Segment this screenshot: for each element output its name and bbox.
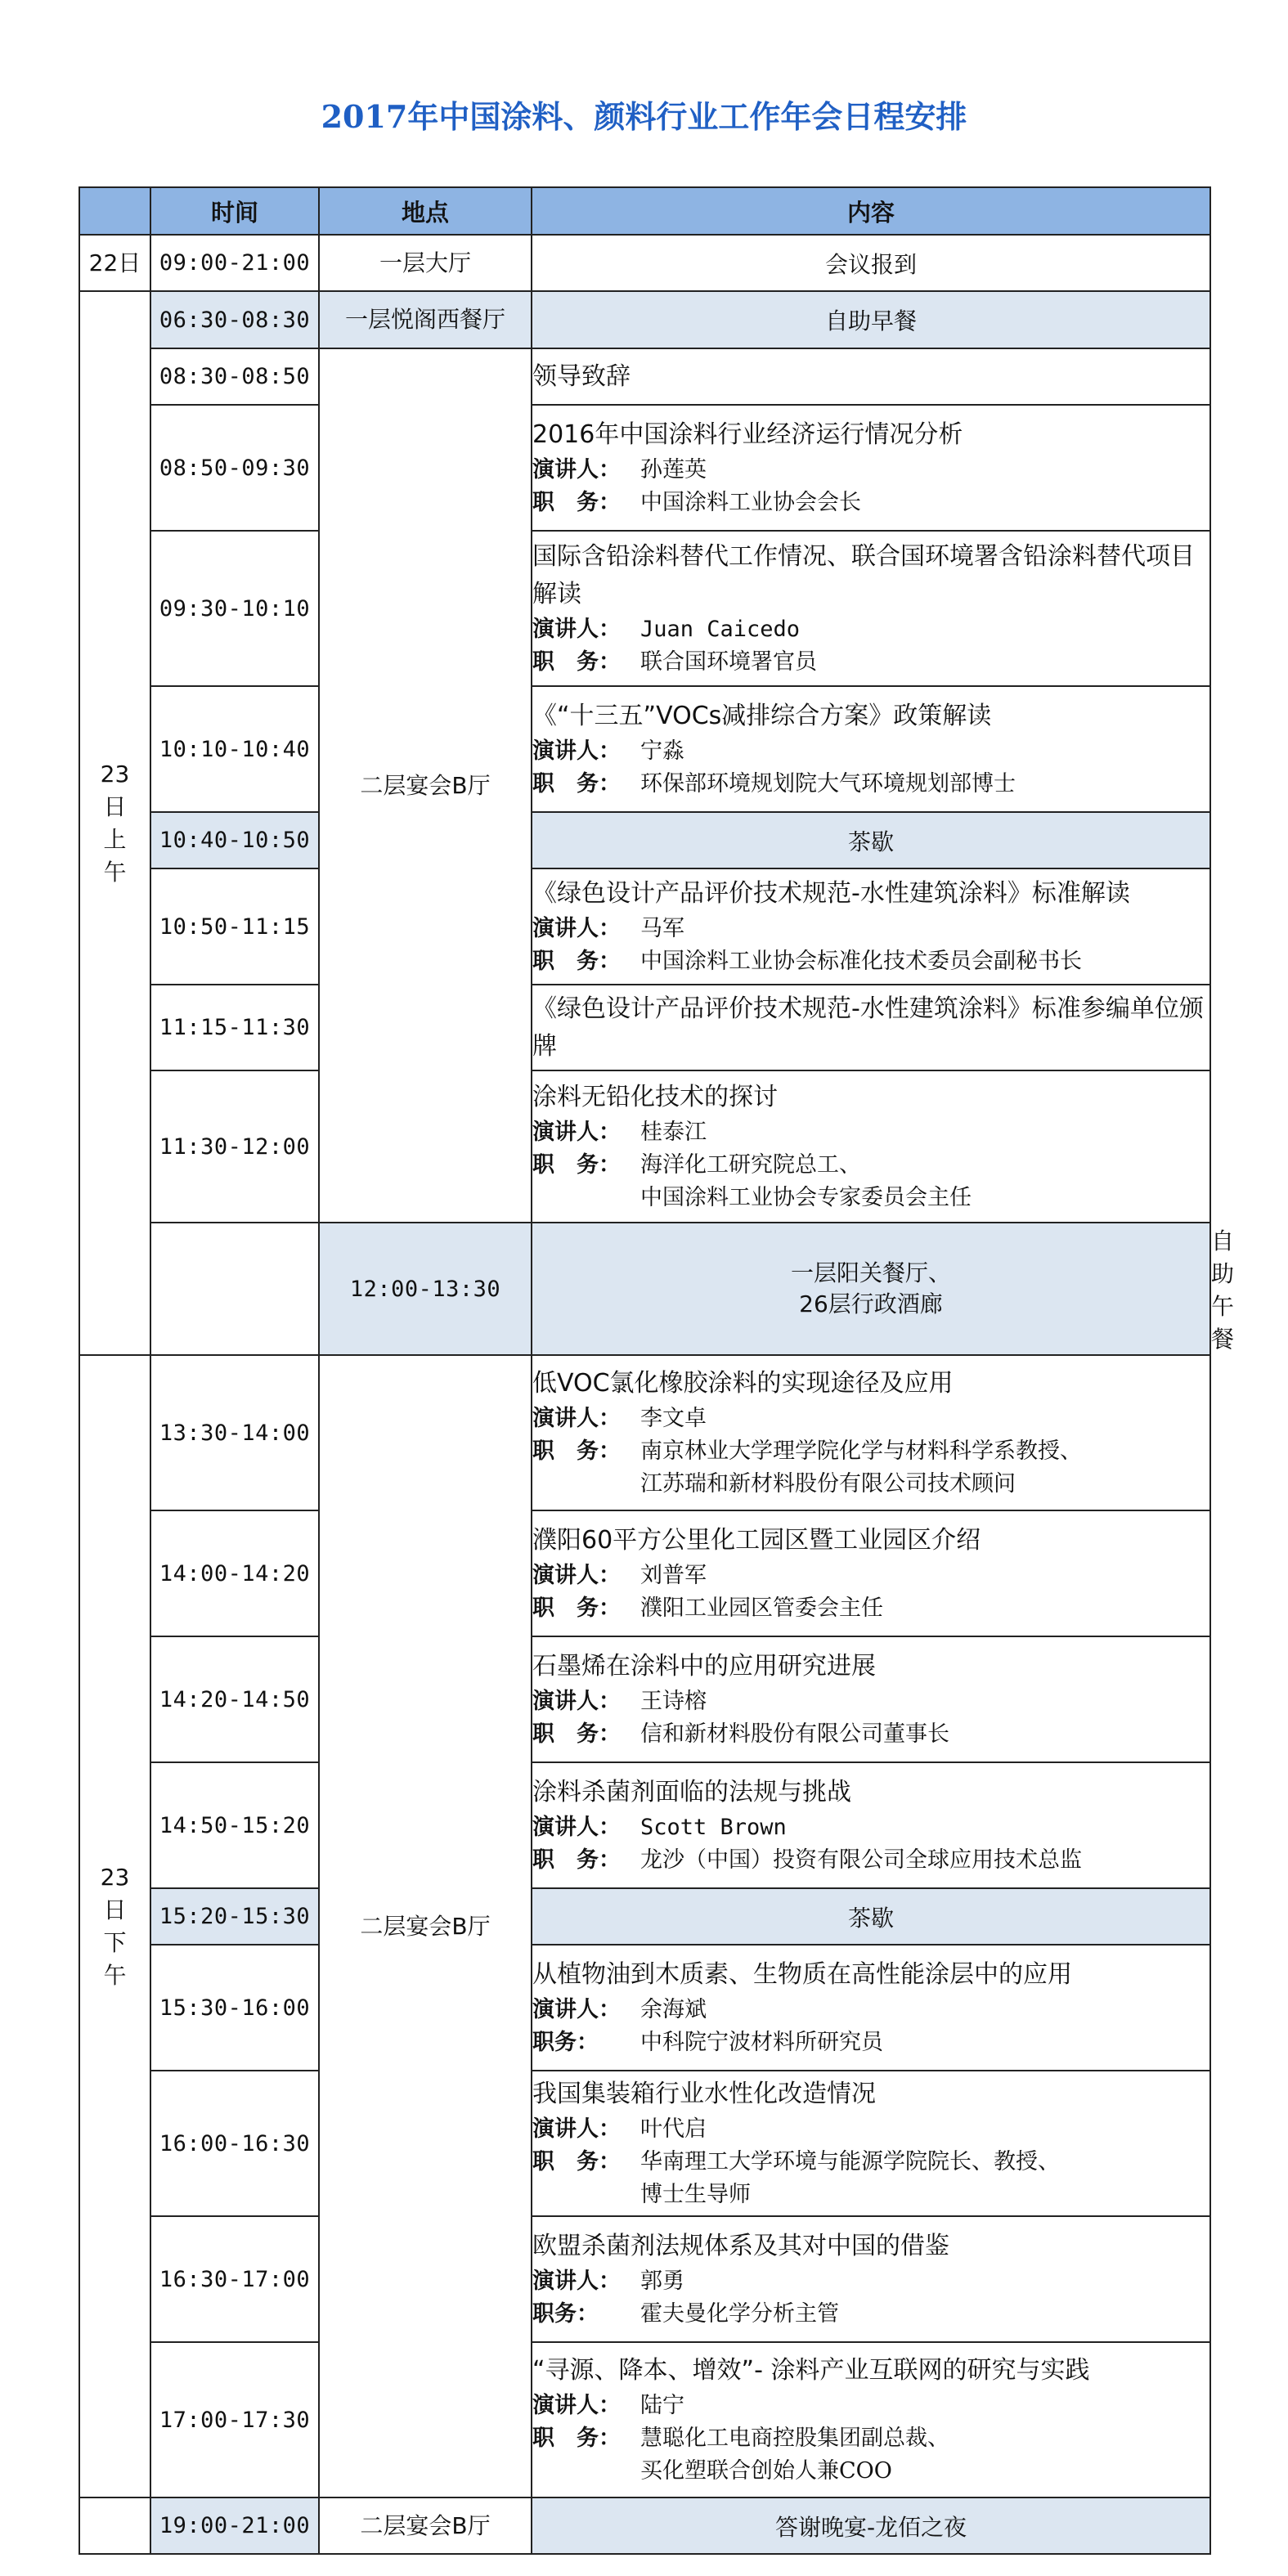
content-cell: 自助早餐 xyxy=(532,291,1210,348)
position-label: 职 务： xyxy=(532,490,621,515)
time-cell: 17:00-17:30 xyxy=(150,2342,319,2497)
time-cell: 11:30-12:00 xyxy=(150,1070,319,1223)
content-cell: 答谢晚宴-龙佰之夜 xyxy=(532,2497,1210,2554)
content-cell: 会议报到 xyxy=(532,235,1210,291)
speaker-name: 郭勇 xyxy=(640,2269,684,2294)
schedule-table xyxy=(79,186,1235,2555)
table-row xyxy=(79,2071,1210,2216)
speaker-label: 演讲人： xyxy=(532,1406,621,1431)
content-cell xyxy=(532,985,1210,1070)
table-row xyxy=(79,1510,1210,1636)
table-row: 12:00-13:30 一层阳关餐厅、26层行政酒廊 自助午餐 xyxy=(79,1223,1210,1355)
speaker-name: 刘普军 xyxy=(640,1563,707,1588)
content-cell xyxy=(532,2071,1210,2216)
content-cell: 茶歇 xyxy=(532,812,1210,868)
speaker-position: 联合国环境署官员 xyxy=(640,649,817,675)
content-cell xyxy=(532,1945,1210,2071)
speaker-name: 马军 xyxy=(640,916,684,941)
content-cell xyxy=(532,868,1210,985)
speaker-label: 演讲人： xyxy=(532,1120,621,1145)
table-row xyxy=(79,812,1210,868)
table-row xyxy=(79,868,1210,985)
speaker-position-2: 中国涂料工业协会专家委员会主任 xyxy=(640,1185,972,1210)
content-cell xyxy=(532,1762,1210,1888)
topic: 国际含铅涂料替代工作情况、联合国环境署含铅涂料替代项目解读 xyxy=(532,542,1195,608)
speaker-name: 余海斌 xyxy=(640,1997,707,2022)
speaker-label: 演讲人： xyxy=(532,2393,621,2418)
location-text: 一层阳关餐厅、26层行政酒廊 xyxy=(790,1259,951,1317)
speaker-label: 演讲人： xyxy=(532,617,621,642)
speaker-position: 濮阳工业园区管委会主任 xyxy=(640,1595,883,1621)
speaker-label: 演讲人： xyxy=(532,2269,621,2294)
date-cell xyxy=(79,1355,150,2497)
date-cell xyxy=(150,1223,319,1355)
location-cell: 二层宴会B厅 xyxy=(319,348,532,1223)
position-label: 职 务： xyxy=(532,2426,621,2451)
speaker-label: 演讲人： xyxy=(532,2116,621,2142)
speaker-position: 海洋化工研究院总工、 xyxy=(640,1152,861,1178)
speaker-name: 叶代启 xyxy=(640,2116,707,2142)
table-row xyxy=(79,686,1210,812)
table-row xyxy=(79,1070,1210,1223)
speaker-name: Scott Brown xyxy=(640,1815,787,1840)
table-row xyxy=(79,348,1210,405)
time-cell: 10:40-10:50 xyxy=(150,812,319,868)
table-row xyxy=(79,985,1210,1070)
speaker-position: 华南理工大学环境与能源学院院长、教授、 xyxy=(640,2149,1060,2174)
location-cell: 二层宴会B厅 xyxy=(319,2497,532,2554)
table-row xyxy=(79,2342,1210,2497)
time-cell: 09:30-10:10 xyxy=(150,531,319,686)
speaker-position: 中国涂料工业协会标准化技术委员会副秘书长 xyxy=(640,949,1082,974)
header-time: 时间 xyxy=(150,187,319,235)
position-label: 职 务： xyxy=(532,1595,621,1621)
speaker-position-2: 买化塑联合创始人兼COO xyxy=(640,2458,892,2484)
date-cell xyxy=(79,2497,150,2554)
location-cell: 二层宴会B厅 xyxy=(319,1355,532,2497)
position-label: 职 务： xyxy=(532,949,621,974)
topic: 低VOC氯化橡胶涂料的实现途径及应用 xyxy=(532,1369,954,1398)
topic: 《绿色设计产品评价技术规范-水性建筑涂料》标准参编单位颁牌 xyxy=(532,994,1204,1061)
position-label: 职务： xyxy=(532,2030,599,2055)
header-location: 地点 xyxy=(319,187,532,235)
content-cell xyxy=(532,405,1210,531)
speaker-label: 演讲人： xyxy=(532,1689,621,1714)
table-row xyxy=(79,235,1210,291)
header-row xyxy=(79,187,1210,235)
topic: 领导致辞 xyxy=(532,361,631,391)
header-date xyxy=(79,187,150,235)
content-cell xyxy=(532,348,1210,405)
time-cell: 15:20-15:30 xyxy=(150,1888,319,1945)
topic: 石墨烯在涂料中的应用研究进展 xyxy=(532,1652,876,1681)
content-cell xyxy=(532,1355,1210,1510)
table-row xyxy=(79,1636,1210,1762)
speaker-name: 李文卓 xyxy=(640,1406,707,1431)
speaker-name: Juan Caicedo xyxy=(640,617,801,642)
position-label: 职务： xyxy=(532,2301,599,2327)
content-cell xyxy=(532,2342,1210,2497)
header-content: 内容 xyxy=(532,187,1210,235)
speaker-label: 演讲人： xyxy=(532,738,621,764)
speaker-position: 霍夫曼化学分析主管 xyxy=(640,2301,839,2327)
location-cell: 一层悦阁西餐厅 xyxy=(319,291,532,348)
speaker-position-2: 博士生导师 xyxy=(640,2182,751,2207)
speaker-name: 桂泰江 xyxy=(640,1120,707,1145)
position-label: 职 务： xyxy=(532,1438,621,1464)
position-label: 职 务： xyxy=(532,771,621,797)
content-cell xyxy=(532,2216,1210,2342)
time-cell: 16:30-17:00 xyxy=(150,2216,319,2342)
time-cell: 08:50-09:30 xyxy=(150,405,319,531)
time-cell: 14:50-15:20 xyxy=(150,1762,319,1888)
topic: “寻源、降本、增效”- 涂料产业互联网的研究与实践 xyxy=(532,2356,1090,2385)
topic: 从植物油到木质素、生物质在高性能涂层中的应用 xyxy=(532,1960,1072,1989)
table-row xyxy=(79,1355,1210,1510)
speaker-label: 演讲人： xyxy=(532,1563,621,1588)
speaker-name: 孙莲英 xyxy=(640,457,707,482)
time-cell: 14:20-14:50 xyxy=(150,1636,319,1762)
speaker-name: 宁淼 xyxy=(640,738,684,764)
table-row xyxy=(79,1888,1210,1945)
position-label: 职 务： xyxy=(532,1152,621,1178)
speaker-position: 慧聪化工电商控股集团副总裁、 xyxy=(640,2426,949,2451)
date-23-pm: 23日下午 xyxy=(100,1863,130,1989)
time-cell: 13:30-14:00 xyxy=(150,1355,319,1510)
date-cell: 22日 xyxy=(79,235,150,291)
speaker-label: 演讲人： xyxy=(532,457,621,482)
topic: 涂料无铅化技术的探讨 xyxy=(532,1083,778,1111)
time-cell: 15:30-16:00 xyxy=(150,1945,319,2071)
content-cell xyxy=(532,686,1210,812)
position-label: 职 务： xyxy=(532,1847,621,1873)
time-cell: 10:10-10:40 xyxy=(150,686,319,812)
speaker-position: 中科院宁波材料所研究员 xyxy=(640,2030,883,2055)
table-row xyxy=(79,2216,1210,2342)
topic: 涂料杀菌剂面临的法规与挑战 xyxy=(532,1778,851,1806)
date-cell xyxy=(79,291,150,1355)
location-cell xyxy=(532,1223,1210,1355)
content-cell xyxy=(532,1636,1210,1762)
time-cell: 10:50-11:15 xyxy=(150,868,319,985)
time-cell: 14:00-14:20 xyxy=(150,1510,319,1636)
time-cell: 19:00-21:00 xyxy=(150,2497,319,2554)
position-label: 职 务： xyxy=(532,649,621,675)
content-cell xyxy=(532,1070,1210,1223)
topic: 我国集装箱行业水性化改造情况 xyxy=(532,2080,876,2108)
table-row xyxy=(79,1762,1210,1888)
speaker-position: 龙沙（中国）投资有限公司全球应用技术总监 xyxy=(640,1847,1082,1873)
page-title: 2017年中国涂料、颜料行业工作年会日程安排 xyxy=(321,98,967,135)
table-row xyxy=(79,2497,1210,2554)
speaker-name: 陆宁 xyxy=(640,2393,684,2418)
content-cell xyxy=(532,1510,1210,1636)
table-row xyxy=(79,1945,1210,2071)
topic: 2016年中国涂料行业经济运行情况分析 xyxy=(532,420,963,449)
topic: 《“十三五”VOCs减排综合方案》政策解读 xyxy=(532,702,992,730)
time-cell: 06:30-08:30 xyxy=(150,291,319,348)
time-cell: 09:00-21:00 xyxy=(150,235,319,291)
speaker-label: 演讲人： xyxy=(532,1997,621,2022)
location-cell: 一层大厅 xyxy=(319,235,532,291)
topic: 《绿色设计产品评价技术规范-水性建筑涂料》标准解读 xyxy=(532,879,1130,908)
time-cell: 16:00-16:30 xyxy=(150,2071,319,2216)
table-row xyxy=(79,291,1210,348)
time-cell: 12:00-13:30 xyxy=(319,1223,532,1355)
speaker-position: 信和新材料股份有限公司董事长 xyxy=(640,1721,949,1747)
speaker-position-2: 江苏瑞和新材料股份有限公司技术顾问 xyxy=(640,1471,1016,1497)
content-cell xyxy=(532,531,1210,686)
speaker-name: 王诗榕 xyxy=(640,1689,707,1714)
speaker-position: 环保部环境规划院大气环境规划部博士 xyxy=(640,771,1016,797)
speaker-position: 南京林业大学理学院化学与材料科学系教授、 xyxy=(640,1438,1082,1464)
time-cell: 08:30-08:50 xyxy=(150,348,319,405)
speaker-position: 中国涂料工业协会会长 xyxy=(640,490,861,515)
speaker-label: 演讲人： xyxy=(532,1815,621,1840)
date-23-am: 23日上午 xyxy=(100,760,130,886)
table-row xyxy=(79,405,1210,531)
topic: 欧盟杀菌剂法规体系及其对中国的借鉴 xyxy=(532,2232,949,2260)
content-cell: 茶歇 xyxy=(532,1888,1210,1945)
position-label: 职 务： xyxy=(532,2149,621,2174)
position-label: 职 务： xyxy=(532,1721,621,1747)
table-row xyxy=(79,531,1210,686)
topic: 濮阳60平方公里化工园区暨工业园区介绍 xyxy=(532,1526,981,1555)
time-cell: 11:15-11:30 xyxy=(150,985,319,1070)
speaker-label: 演讲人： xyxy=(532,916,621,941)
